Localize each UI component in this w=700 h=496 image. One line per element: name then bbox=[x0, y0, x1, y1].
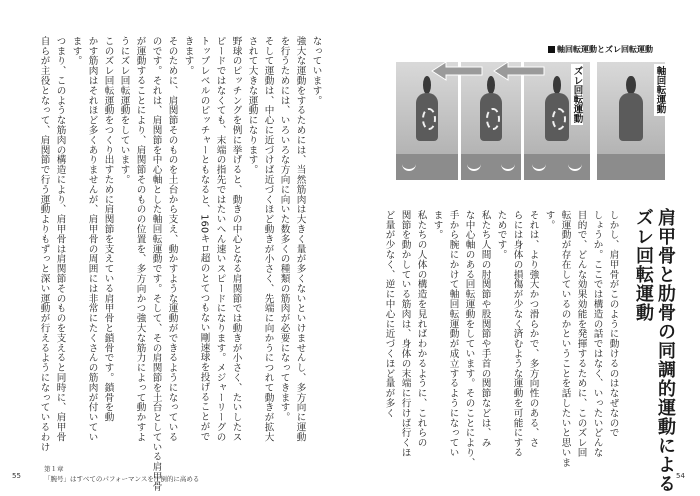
left-col-3: そして運動は、中心に近づけば近づくほど動きが小さく、先端に向かうにつれて動きが拡大 bbox=[262, 36, 274, 442]
curve-arrow-icon bbox=[467, 159, 481, 171]
right-col-0: しかし、肩甲骨がこのように動けるのはなぜなので bbox=[607, 210, 619, 438]
left-col-11: が運動することにより、肩関節そのものの位置を、多方向かつ強大な筋力によって動かすよ bbox=[134, 36, 146, 442]
left-col-13: このズレ回転運動をつくり出すために肩関節を支えている肩甲骨と鎖骨です。鎖骨を動 bbox=[102, 36, 114, 423]
right-col-1: しょうか。ここでは構造の話ではなく、いったいどんな bbox=[591, 210, 603, 458]
left-col-0: なっています。 bbox=[310, 36, 322, 106]
caption-square-icon bbox=[548, 46, 555, 53]
curve-arrow-icon bbox=[501, 159, 515, 171]
left-page-number: 55 bbox=[12, 472, 21, 480]
right-col-9: な中心軸のある回転運動をしています。そのことにより、 bbox=[463, 210, 475, 468]
figure-caption-text: 軸回転運動とズレ回転運動 bbox=[557, 45, 653, 54]
curve-arrow-icon bbox=[532, 159, 546, 171]
label-slide-rotation: ズレ回転運動 bbox=[571, 66, 583, 123]
right-col-3: 転運動が存在しているのかということを話したいと思いま bbox=[559, 210, 571, 468]
right-col-8: 私たち人間の肘関節や股関節や手首の関節などは、み bbox=[479, 210, 491, 448]
left-col-4: されて大きな運動になります。 bbox=[246, 36, 258, 175]
curve-arrow-icon bbox=[568, 159, 582, 171]
left-col-14: かす筋肉はそれほど多くありませんが、肩甲骨の周囲には非常にたくさんの筋肉が付いてい bbox=[86, 36, 98, 442]
right-col-6: らには身体の損傷が少なく済むような運動を可能にする bbox=[511, 210, 523, 458]
right-col-7: ためです。 bbox=[495, 210, 507, 260]
left-col-12: うにズレ回転運動をしています。 bbox=[118, 36, 130, 185]
left-col-7: トップレベルのピッチャーともなると、160キロ超のとてつもない剛速球を投げることがで bbox=[198, 36, 210, 442]
left-col-16: つまり、このような筋肉の構造により、肩甲骨は肩関節そのものを支えると同時に、肩甲骨 bbox=[54, 36, 66, 442]
section-heading-line-1: 肩甲骨と肋骨の同調的運動による bbox=[655, 208, 676, 493]
right-col-5: それは、より強大かつ滑らかで、多方向性のある、さ bbox=[527, 210, 539, 448]
left-col-17: 自らが主役となって、肩関節で行う運動よりもずっと深い運動が行えるようになっているわけ bbox=[38, 36, 50, 452]
arrow-left-icon bbox=[432, 62, 482, 80]
right-col-14: ど量が少なく、逆に中心に近づくほど量が多く bbox=[383, 210, 395, 418]
arrow-left-icon bbox=[494, 62, 544, 80]
left-col-8: きます。 bbox=[182, 36, 194, 76]
right-col-11: ます。 bbox=[431, 210, 443, 240]
left-col-15: ます。 bbox=[70, 36, 82, 66]
right-col-2: 目的で、どんな効果効能を発揮するために、このズレ回 bbox=[575, 210, 587, 458]
right-col-13: 関節を動かしている筋肉は、身体の末端に行けば行くほ bbox=[399, 210, 411, 458]
left-col-2: を行うためには、いろいろな方向に向いた数多くの種類の筋肉が必要になってきます。 bbox=[278, 36, 290, 423]
figure-caption bbox=[548, 44, 653, 55]
left-col-6: ピードではなくても、末端の指先ではたいへん速いスピードになります。メジャーリーグの bbox=[214, 36, 226, 442]
left-col-9: そのために、肩関節そのものを土台から支え、動かすような運動ができるようになっている bbox=[166, 36, 178, 442]
left-col-5: 野球のピッチングを例に挙げると、動きの中心となる肩関節では動きが小さく、たいしたス bbox=[230, 36, 242, 442]
footer-chapter: 第１章 bbox=[44, 465, 64, 473]
footer-title: 「腕号」はすべてのパフォーマンスを圧倒的に高める bbox=[44, 475, 200, 483]
left-col-1: 強大な運動をするためには、当然筋肉は大きく量が多くないといけませんし、多方向に運動 bbox=[294, 36, 306, 442]
label-axis-rotation: 軸回転運動 bbox=[654, 66, 666, 114]
right-col-4: す。 bbox=[543, 210, 555, 230]
section-heading-line-2: ズレ回転運動 bbox=[633, 208, 654, 322]
right-page-number: 54 bbox=[676, 472, 685, 480]
right-col-10: 手から腕にかけて軸回転運動が成立するようになってい bbox=[447, 210, 459, 458]
left-col-10: のです。それは、肩関節を中心軸とした軸回転運動です。そして、その肩関節を土台としている肩甲骨 bbox=[150, 36, 162, 492]
person-figure bbox=[612, 76, 650, 159]
right-col-12: 私たちの人体の構造を見ればわかるように、これらの bbox=[415, 210, 427, 448]
curve-arrow-icon bbox=[402, 159, 416, 171]
